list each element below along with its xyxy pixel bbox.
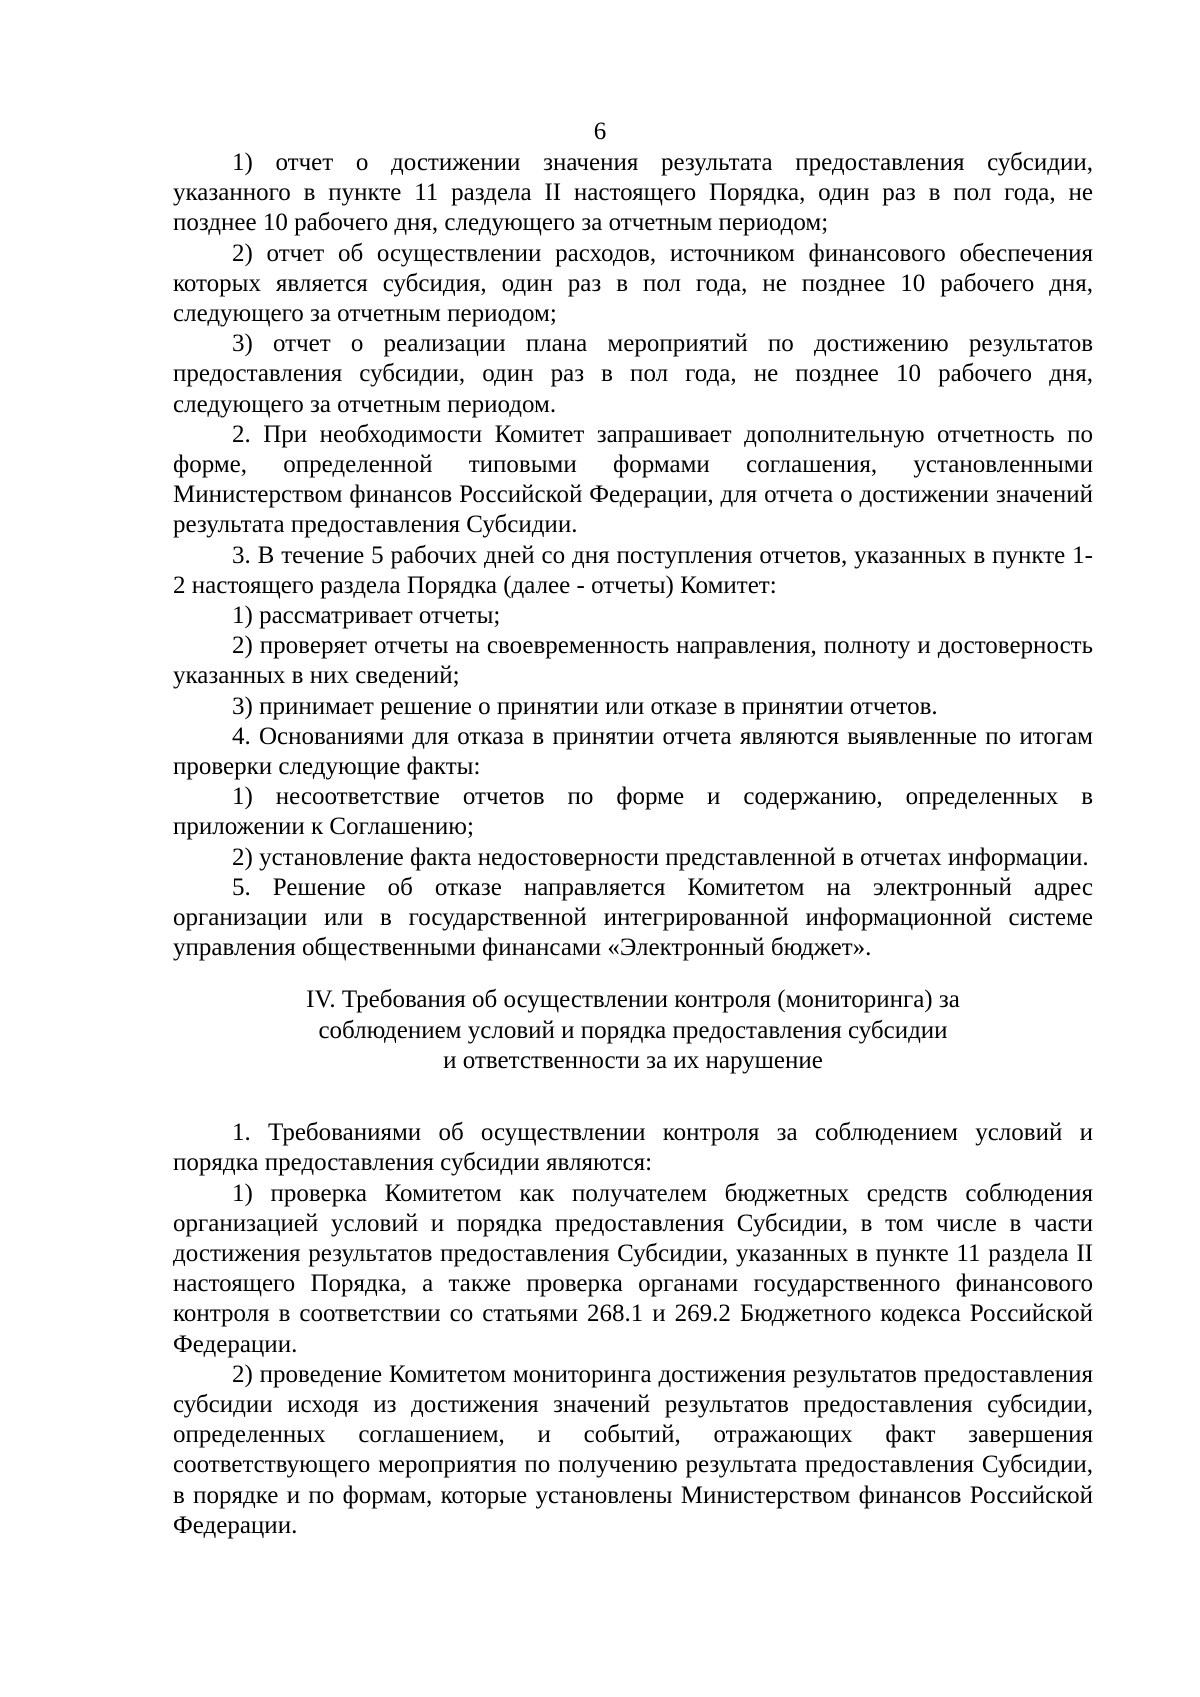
paragraph: 2) установление факта недостоверности представленной в отчетах информации. xyxy=(232,843,1089,871)
section-heading-line: IV. Требования об осуществлении контроля (мониторинга) за xyxy=(306,986,960,1014)
paragraph: 2) проверяет отчеты на своевременность направления, полноту и достоверность указанных в них сведений; xyxy=(173,632,1093,690)
section-heading-line: соблюдением условий и порядка предоставления субсидии xyxy=(318,1016,948,1044)
paragraph: 2) отчет об осуществлении расходов, источником финансового обеспечения которых является субсидия, один раз в пол года, не позднее 10 рабочего дня, следующего за отчетным периодом; xyxy=(173,239,1093,328)
paragraph: 5. Решение об отказе направляется Комитетом на электронный адрес организации или в государственной интегрированной информационной системе управления общественными финансами «Электронный бюджет». xyxy=(173,873,1093,962)
paragraph: 1. Требованиями об осуществлении контроля за соблюдением условий и порядка предоставления субсидии являются: xyxy=(173,1119,1093,1177)
section-heading xyxy=(173,963,1093,1118)
paragraph: 3) отчет о реализации плана мероприятий по достижению результатов предоставления субсидии, один раз в пол года, не позднее 10 рабочего дня, следующего за отчетным периодом. xyxy=(173,330,1093,418)
paragraph: 4. Основаниями для отказа в принятии отчета являются выявленные по итогам проверки следующие факты: xyxy=(173,722,1093,781)
page-number: 6 xyxy=(593,118,607,145)
paragraph: 2. При необходимости Комитет запрашивает дополнительную отчетность по форме, определенной типовыми формами соглашения, установленными Министерством финансов Российской Федерации, для отчета о достижении значений результата предоставления Субсидии. xyxy=(173,420,1093,539)
paragraph: 1) отчет о достижении значения результата предоставления субсидии, указанного в пункте 11 раздела II настоящего Порядка, один раз в пол года, не позднее 10 рабочего дня, следующего за отчетным периодом; xyxy=(173,149,1093,237)
paragraph: 3. В течение 5 рабочих дней со дня поступления отчетов, указанных в пункте 1-2 настоящего раздела Порядка (далее - отчеты) Комитет: xyxy=(173,541,1093,599)
paragraph: 1) проверка Комитетом как получателем бюджетных средств соблюдения организацией условий и порядка предоставления Субсидии, в том числе в части достижения результатов предоставления Субсидии, указанных в пункте 11 раздела II настоящего Порядка, а также проверка органами государственного финансового контроля в соответствии со статьями 268.1 и 269.2 Бюджетного кодекса Российской Федерации. xyxy=(173,1179,1093,1358)
paragraph: 1) несоответствие отчетов по форме и содержанию, определенных в приложении к Соглашению; xyxy=(173,783,1093,841)
section-heading-line: и ответственности за их нарушение xyxy=(443,1046,823,1074)
paragraph: 3) принимает решение о принятии или отказе в принятии отчетов. xyxy=(232,692,938,720)
document-body xyxy=(173,148,1093,1541)
paragraph: 2) проведение Комитетом мониторинга достижения результатов предоставления субсидии исходя из достижения значений результатов предоставления субсидии, определенных соглашением, и событий, отражающих факт завершения соответствующего мероприятия по получению результата предоставления Субсидии, в порядке и по формам, которые установлены Министерством финансов Российской Федерации. xyxy=(173,1360,1093,1539)
paragraph: 1) рассматривает отчеты; xyxy=(232,602,501,630)
